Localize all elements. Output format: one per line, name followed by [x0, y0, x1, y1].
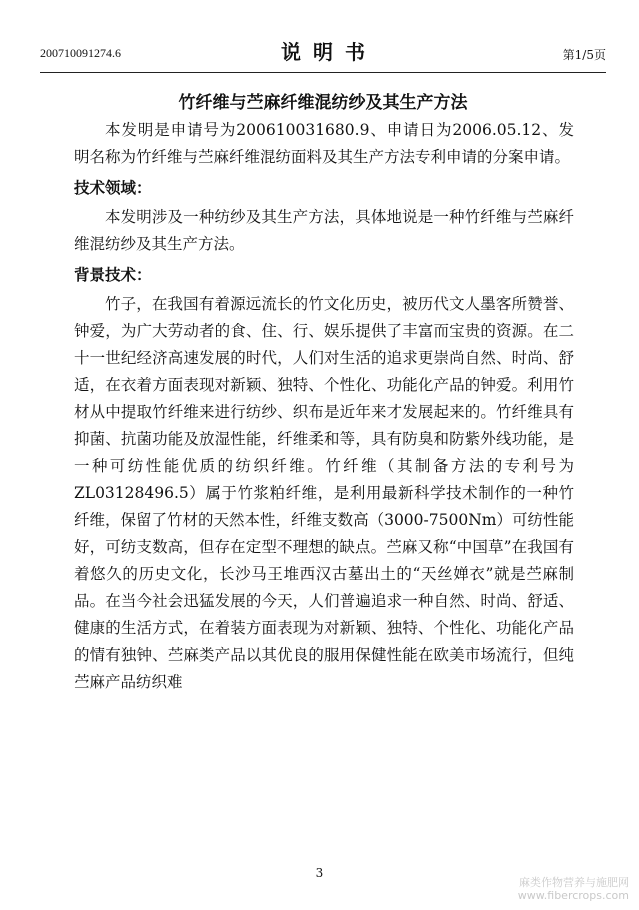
document-body	[74, 117, 574, 696]
field-heading: 技术领域：	[74, 179, 152, 197]
background-paragraph: 竹子，在我国有着源远流长的竹文化历史，被历代文人墨客所赞誉、钟爱，为广大劳动者的食、住、行、娱乐提供了丰富而宝贵的资源。在二十一世纪经济高速发展的时代，人们对生活的追求更崇尚自然、时尚、舒适，在衣着方面表现对新颖、独特、个性化、功能化产品的钟爱。利用竹材从中提取竹纤维来进行纺纱、织布是近年来才发展起来的。竹纤维具有抑菌、抗菌功能及放湿性能，纤维柔和等，具有防臭和防紫外线功能，是一种可纺性能优质的纺织纤维。竹纤维（其制备方法的专利号为ZL03128496.5）属于竹浆粕纤维，是利用最新科学技术制作的一种竹纤维，保留了竹材的天然本性，纤维支数高（3000-7500Nm）可纺性能好，可纺支数高，但存在定型不理想的缺点。苎麻又称“中国草”在我国有着悠久的历史文化，长沙马王堆西汉古墓出土的“天丝婵衣”就是苎麻制品。在当今社会迅猛发展的今天，人们普遍追求一种自然、时尚、舒适、健康的生活方式，在着装方面表现为对新颖、独特、个性化、功能化产品的情有独钟、苎麻类产品以其优良的服用保健性能在欧美市场流行，但纯苎麻产品纺织难	[74, 295, 574, 691]
document-title: 竹纤维与苎麻纤维混纺纱及其生产方法	[178, 93, 468, 113]
field-paragraph: 本发明涉及一种纺纱及其生产方法，具体地说是一种竹纤维与苎麻纤维混纺纱及其生产方法。	[74, 208, 574, 253]
doc-number: 200710091274.6	[40, 46, 121, 60]
watermark-line2: www.fibercrops.com	[517, 889, 629, 902]
header-title: 说明书	[281, 40, 377, 64]
page-label: 第1/5页	[562, 48, 606, 62]
watermark-line1: 麻类作物营养与施肥网	[519, 876, 629, 889]
background-heading: 背景技术：	[74, 266, 152, 284]
watermark	[518, 876, 629, 902]
page-number: 3	[315, 866, 324, 880]
page-header	[40, 30, 606, 73]
intro-paragraph: 本发明是申请号为200610031680.9、申请日为2006.05.12、发明名称为竹纤维与苎麻纤维混纺面料及其生产方法专利申请的分案申请。	[74, 121, 574, 166]
